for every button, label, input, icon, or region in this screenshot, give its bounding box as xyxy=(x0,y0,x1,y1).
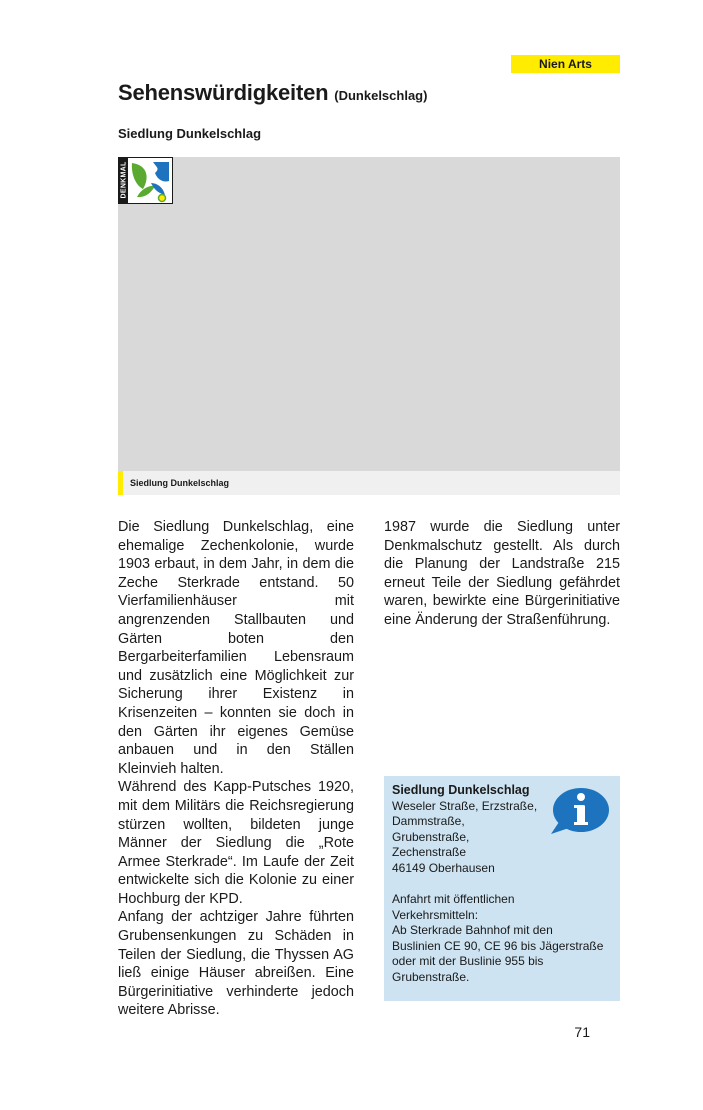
section-title: Siedlung Dunkelschlag xyxy=(118,126,262,141)
denkmal-logo-icon xyxy=(129,159,172,203)
info-transport-line: Grubenstraße. xyxy=(392,969,470,984)
info-address-line: Dammstraße, xyxy=(392,814,465,828)
page-title xyxy=(118,80,427,106)
paragraph: Die Siedlung Dunkelschlag, eine ehemalige Zechenkolonie, wurde 1903 erbaut, in dem Jahr, in dem die Zeche Sterkrade entstand. 50 Vierfamilienhäuser mit angrenzenden Stallbauten und Gärten boten den Bergarbeiterfamilien Lebensraum und zusätzlich eine Möglichkeit zur Sicherung ihrer Existenz in Krisenzeiten – konnten sie doch in den Gärten ihr eigenes Gemüse anbauen und in den Ställen Kleinvieh halten. xyxy=(118,519,354,777)
photo-placeholder xyxy=(118,157,620,471)
info-address-line: Grubenstraße, xyxy=(392,829,470,844)
paragraph: 1987 wurde die Siedlung unter Denkmalschutz gestellt. Als durch die Planung der Landstraße 215 erneut Teile der Siedlung gefährdet waren, bewirkte eine Bürgerinitiative eine Änderung der Straßenführung. xyxy=(384,519,620,628)
photo-caption: Siedlung Dunkelschlag xyxy=(118,471,620,495)
info-address-line: Zechenstraße xyxy=(392,845,467,859)
info-address-line: Weseler Straße, Erzstraße, xyxy=(392,798,538,813)
page-title-main: Sehenswürdigkeiten xyxy=(118,80,329,105)
paragraph: Anfang der achtziger Jahre führten Grubensenkungen zu Schäden in Teilen der Siedlung, die Thyssen AG ließ einige Häuser abreißen. Eine Bürgerinitiative verhinderte jedoch weitere Abrisse. xyxy=(118,909,354,1019)
denkmal-strip xyxy=(119,158,128,203)
info-transport-line: Verkehrsmitteln: xyxy=(392,907,479,922)
info-address-line: 46149 Oberhausen xyxy=(392,860,495,875)
info-transport-line: Buslinien CE 90, CE 96 bis Jägerstraße xyxy=(392,938,604,953)
info-transport-line: Anfahrt mit öffentlichen xyxy=(392,892,515,906)
info-name: Siedlung Dunkelschlag xyxy=(392,783,530,797)
denkmal-text: DENKMAL xyxy=(120,161,128,199)
body-text-right xyxy=(384,518,620,630)
info-transport-line: oder mit der Buslinie 955 bis xyxy=(392,954,544,968)
body-text-left xyxy=(118,518,354,1020)
info-icon xyxy=(547,786,611,838)
page-title-sub: (Dunkelschlag) xyxy=(334,88,428,103)
paragraph: Während des Kapp-Putsches 1920, mit dem Militärs die Reichsregierung stürzen wollten, bildeten junge Männer der Siedlung die „Rote Armee Sterkrade“. Im Laufe der Zeit entwickelte sich die Kolonie zu einer Hochburg der KPD. xyxy=(118,779,354,907)
page-number: 71 xyxy=(574,1024,590,1040)
region-tag: Nien Arts xyxy=(511,55,620,73)
info-transport-line: Ab Sterkrade Bahnhof mit den xyxy=(392,923,553,937)
info-box xyxy=(384,776,620,1001)
denkmal-badge xyxy=(118,157,173,204)
